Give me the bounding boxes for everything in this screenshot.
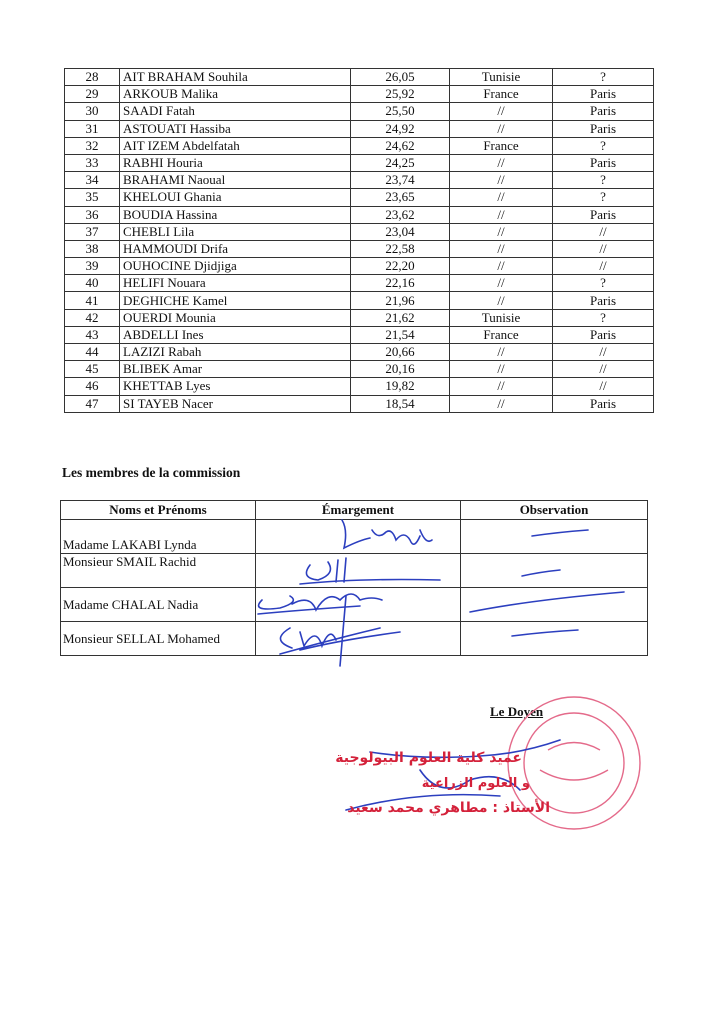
row-number: 44 — [65, 344, 120, 361]
table-row — [65, 240, 654, 257]
row-number: 35 — [65, 189, 120, 206]
dean-title: Le Doyen — [490, 704, 544, 719]
row-number: 46 — [65, 378, 120, 395]
score-cell: 24,25 — [351, 154, 450, 171]
table-row — [65, 223, 654, 240]
observation-cell — [461, 520, 648, 554]
country-cell: // — [450, 378, 553, 395]
dean-name-line: الأستاذ : مطاهري محمد سعيد — [347, 800, 550, 816]
row-number: 30 — [65, 103, 120, 120]
score-cell: 22,16 — [351, 275, 450, 292]
country-cell: // — [450, 344, 553, 361]
city-cell: // — [553, 361, 654, 378]
country-cell: Tunisie — [450, 309, 553, 326]
country-cell: France — [450, 137, 553, 154]
row-number: 33 — [65, 154, 120, 171]
city-cell: // — [553, 258, 654, 275]
score-cell: 20,66 — [351, 344, 450, 361]
signature-header: Émargement — [256, 501, 461, 520]
student-name: HAMMOUDI Drifa — [120, 240, 351, 257]
city-cell: Paris — [553, 326, 654, 343]
table-row — [65, 137, 654, 154]
score-cell: 25,50 — [351, 103, 450, 120]
table-row — [65, 361, 654, 378]
city-cell: Paris — [553, 292, 654, 309]
student-name: AIT IZEM Abdelfatah — [120, 137, 351, 154]
signature-cell — [256, 520, 461, 554]
student-name: SAADI Fatah — [120, 103, 351, 120]
member-name: Madame CHALAL Nadia — [61, 588, 256, 622]
country-cell: France — [450, 326, 553, 343]
score-cell: 23,04 — [351, 223, 450, 240]
table-row — [65, 120, 654, 137]
dean-faculty-line-2: و العلوم الزراعية — [421, 776, 530, 791]
city-cell: ? — [553, 309, 654, 326]
row-number: 37 — [65, 223, 120, 240]
score-cell: 25,92 — [351, 86, 450, 103]
row-number: 36 — [65, 206, 120, 223]
row-number: 28 — [65, 69, 120, 86]
country-cell: // — [450, 206, 553, 223]
city-cell: Paris — [553, 86, 654, 103]
table-row — [65, 309, 654, 326]
table-row — [65, 378, 654, 395]
commission-table — [60, 500, 648, 656]
city-cell: Paris — [553, 103, 654, 120]
country-cell: Tunisie — [450, 69, 553, 86]
table-row — [65, 103, 654, 120]
observation-cell — [461, 622, 648, 656]
table-row — [65, 326, 654, 343]
score-cell: 23,74 — [351, 172, 450, 189]
signature-cell — [256, 554, 461, 588]
table-row — [65, 69, 654, 86]
row-number: 40 — [65, 275, 120, 292]
row-number: 43 — [65, 326, 120, 343]
country-cell: // — [450, 240, 553, 257]
city-cell: ? — [553, 137, 654, 154]
commission-row — [61, 520, 648, 554]
score-cell: 21,62 — [351, 309, 450, 326]
student-name: KHELOUI Ghania — [120, 189, 351, 206]
signature-cell — [256, 588, 461, 622]
country-cell: // — [450, 120, 553, 137]
row-number: 45 — [65, 361, 120, 378]
score-cell: 24,62 — [351, 137, 450, 154]
table-row — [65, 189, 654, 206]
country-cell: // — [450, 361, 553, 378]
table-row — [65, 206, 654, 223]
row-number: 34 — [65, 172, 120, 189]
score-cell: 18,54 — [351, 395, 450, 412]
city-cell: // — [553, 344, 654, 361]
dean-faculty-line: عميد كلية العلوم البيولوجية — [335, 750, 522, 766]
country-cell: France — [450, 86, 553, 103]
student-name: ABDELLI Ines — [120, 326, 351, 343]
table-row — [65, 395, 654, 412]
city-cell: // — [553, 223, 654, 240]
city-cell: ? — [553, 189, 654, 206]
student-name: SI TAYEB Nacer — [120, 395, 351, 412]
row-number: 32 — [65, 137, 120, 154]
member-name: Madame LAKABI Lynda — [61, 520, 256, 554]
country-cell: // — [450, 189, 553, 206]
country-cell: // — [450, 292, 553, 309]
student-name: RABHI Houria — [120, 154, 351, 171]
commission-row — [61, 622, 648, 656]
city-cell: Paris — [553, 120, 654, 137]
table-row — [65, 258, 654, 275]
row-number: 39 — [65, 258, 120, 275]
row-number: 41 — [65, 292, 120, 309]
table-row — [65, 172, 654, 189]
table-row — [65, 275, 654, 292]
student-name: BLIBEK Amar — [120, 361, 351, 378]
city-cell: Paris — [553, 154, 654, 171]
score-cell: 20,16 — [351, 361, 450, 378]
commission-row — [61, 554, 648, 588]
student-name: BOUDIA Hassina — [120, 206, 351, 223]
score-cell: 24,92 — [351, 120, 450, 137]
student-name: CHEBLI Lila — [120, 223, 351, 240]
country-cell: // — [450, 275, 553, 292]
score-cell: 22,58 — [351, 240, 450, 257]
row-number: 42 — [65, 309, 120, 326]
student-name: AIT BRAHAM Souhila — [120, 69, 351, 86]
country-cell: // — [450, 154, 553, 171]
score-cell: 23,65 — [351, 189, 450, 206]
country-cell: // — [450, 395, 553, 412]
country-cell: // — [450, 258, 553, 275]
observation-cell — [461, 554, 648, 588]
member-name: Monsieur SMAIL Rachid — [61, 554, 256, 588]
row-number: 31 — [65, 120, 120, 137]
table-row — [65, 292, 654, 309]
city-cell: Paris — [553, 395, 654, 412]
city-cell: ? — [553, 69, 654, 86]
row-number: 29 — [65, 86, 120, 103]
score-cell: 26,05 — [351, 69, 450, 86]
commission-title: Les membres de la commission — [62, 465, 241, 480]
table-row — [65, 344, 654, 361]
observation-header: Observation — [461, 501, 648, 520]
commission-header-row — [61, 501, 648, 520]
names-header: Noms et Prénoms — [61, 501, 256, 520]
table-row — [65, 154, 654, 171]
student-name: OUERDI Mounia — [120, 309, 351, 326]
score-cell: 21,54 — [351, 326, 450, 343]
city-cell: // — [553, 378, 654, 395]
student-name: DEGHICHE Kamel — [120, 292, 351, 309]
results-table — [64, 68, 654, 413]
commission-row — [61, 588, 648, 622]
score-cell: 23,62 — [351, 206, 450, 223]
student-name: HELIFI Nouara — [120, 275, 351, 292]
row-number: 47 — [65, 395, 120, 412]
country-cell: // — [450, 223, 553, 240]
city-cell: ? — [553, 172, 654, 189]
student-name: OUHOCINE Djidjiga — [120, 258, 351, 275]
city-cell: // — [553, 240, 654, 257]
member-name: Monsieur SELLAL Mohamed — [61, 622, 256, 656]
country-cell: // — [450, 103, 553, 120]
student-name: ARKOUB Malika — [120, 86, 351, 103]
student-name: ASTOUATI Hassiba — [120, 120, 351, 137]
observation-cell — [461, 588, 648, 622]
signature-cell — [256, 622, 461, 656]
score-cell: 21,96 — [351, 292, 450, 309]
score-cell: 22,20 — [351, 258, 450, 275]
country-cell: // — [450, 172, 553, 189]
city-cell: ? — [553, 275, 654, 292]
table-row — [65, 86, 654, 103]
student-name: BRAHAMI Naoual — [120, 172, 351, 189]
row-number: 38 — [65, 240, 120, 257]
student-name: LAZIZI Rabah — [120, 344, 351, 361]
student-name: KHETTAB Lyes — [120, 378, 351, 395]
score-cell: 19,82 — [351, 378, 450, 395]
city-cell: Paris — [553, 206, 654, 223]
